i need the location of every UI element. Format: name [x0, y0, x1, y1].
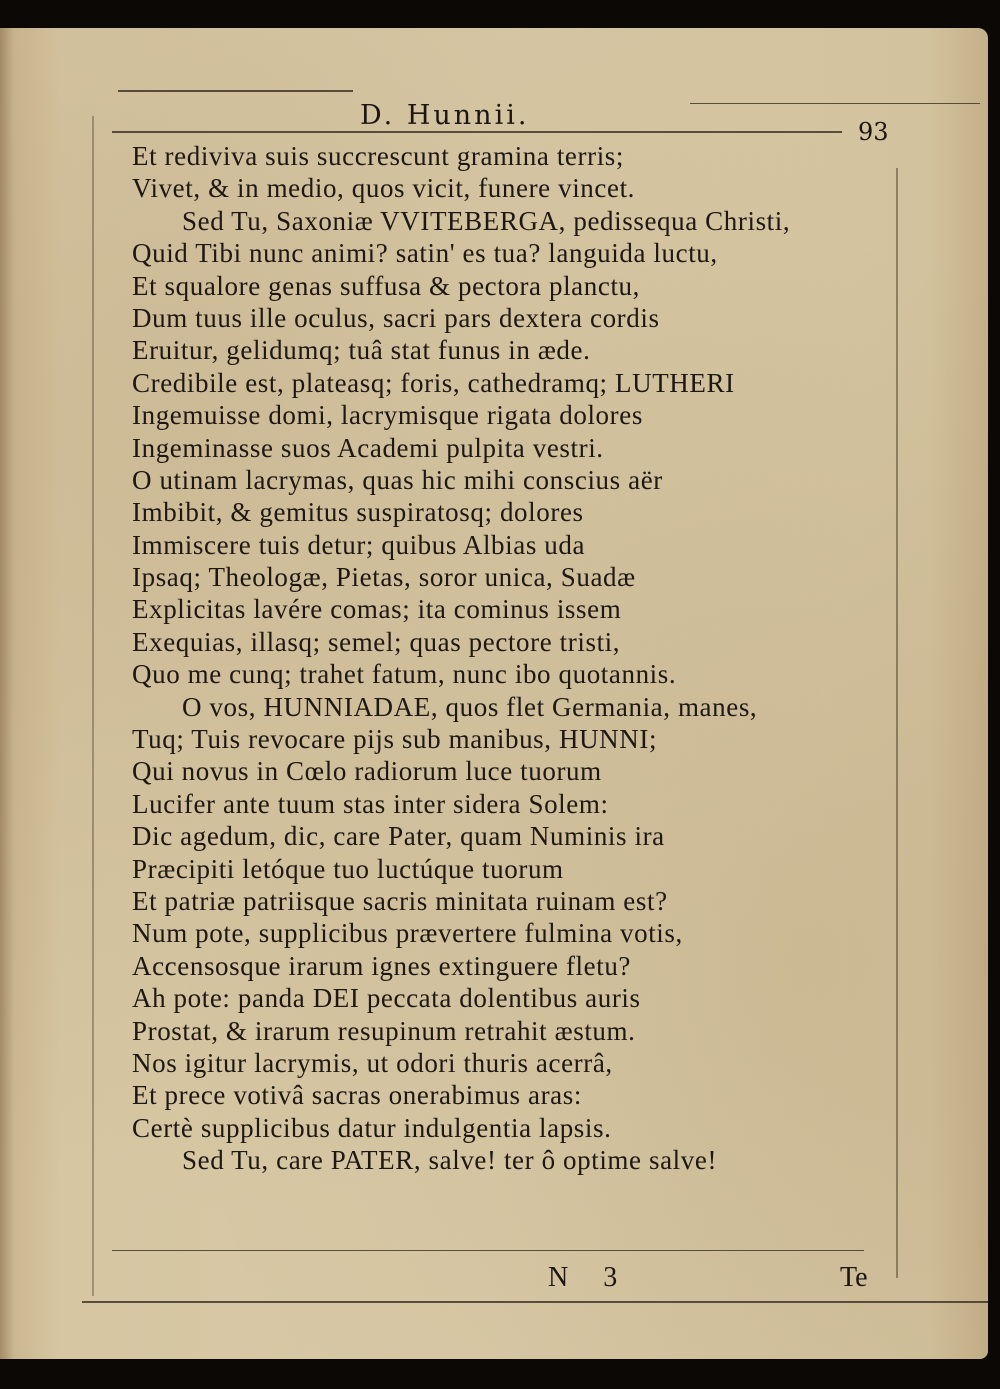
left-margin-line: [92, 116, 94, 1296]
catchword: Te: [840, 1262, 868, 1293]
text-line: Explicitas lavére comas; ita cominus issem: [132, 594, 622, 625]
text-line: O vos, HUNNIADAE, quos flet Germania, manes,: [182, 691, 758, 722]
text-line: Immiscere tuis detur; quibus Albias uda: [132, 529, 586, 560]
text-line: Eruitur, gelidumq; tuâ stat funus in æde.: [132, 335, 591, 366]
text-line: Vivet, & in medio, quos vicit, funere vincet.: [132, 173, 636, 204]
text-line: Credibile est, plateasq; foris, cathedramq; LUTHERI: [132, 367, 735, 398]
running-head: D. Hunnii.: [360, 100, 530, 131]
text-line: Certè supplicibus datur indulgentia lapsis.: [132, 1112, 612, 1143]
text-line: Quo me cunq; trahet fatum, nunc ibo quotannis.: [132, 659, 677, 690]
text-line: Quid Tibi nunc animi? satin' es tua? languida luctu,: [132, 238, 718, 269]
header-rule-upper-right: [690, 103, 980, 104]
text-line: Dic agedum, dic, care Pater, quam Numinis ira: [132, 821, 665, 852]
header-rule-upper: [118, 90, 353, 92]
footer-rule-upper: [112, 1250, 864, 1251]
text-line: Ipsaq; Theologæ, Pietas, soror unica, Suadæ: [132, 562, 636, 593]
text-line: Ah pote: panda DEI peccata dolentibus auris: [132, 983, 641, 1014]
text-line: Ingemuisse domi, lacrymisque rigata dolores: [132, 400, 643, 431]
signature-mark: N 3: [548, 1262, 632, 1293]
text-line: Imbibit, & gemitus suspiratosq; dolores: [132, 497, 584, 528]
text-line: Dum tuus ille oculus, sacri pars dextera cordis: [132, 302, 660, 333]
right-margin-line: [896, 168, 898, 1278]
text-line: Tuq; Tuis revocare pijs sub manibus, HUNNI;: [132, 724, 658, 755]
page-number: 93: [858, 118, 889, 146]
text-line: Nos igitur lacrymis, ut odori thuris acerrâ,: [132, 1047, 613, 1078]
header-rule-lower: [112, 131, 842, 133]
poem-text: [132, 140, 892, 1177]
text-line: Sed Tu, Saxoniæ VVITEBERGA, pedissequa Christi,: [182, 205, 791, 236]
text-line: Exequias, illasq; semel; quas pectore tristi,: [132, 626, 621, 657]
book-page: [0, 28, 988, 1359]
text-line: Et rediviva suis succrescunt gramina terris;: [132, 141, 625, 171]
text-line: Et patriæ patriisque sacris minitata ruinam est?: [132, 885, 668, 916]
text-line: Qui novus in Cœlo radiorum luce tuorum: [132, 756, 602, 787]
text-line: Et prece votivâ sacras onerabimus aras:: [132, 1080, 582, 1111]
text-line: Et squalore genas suffusa & pectora planctu,: [132, 270, 640, 301]
text-line: Prostat, & irarum resupinum retrahit æstum.: [132, 1015, 636, 1046]
page-edge-shadow: [0, 28, 14, 1359]
text-line: O utinam lacrymas, quas hic mihi conscius aër: [132, 464, 663, 495]
footer-rule-lower: [82, 1301, 988, 1303]
text-line: Præcipiti letóque tuo luctúque tuorum: [132, 853, 564, 884]
text-line: Ingeminasse suos Academi pulpita vestri.: [132, 432, 604, 463]
text-line: Sed Tu, care PATER, salve! ter ô optime salve!: [182, 1145, 718, 1176]
text-line: Accensosque irarum ignes extinguere fletu?: [132, 950, 632, 981]
text-line: Lucifer ante tuum stas inter sidera Solem:: [132, 788, 609, 819]
text-line: Num pote, supplicibus prævertere fulmina votis,: [132, 918, 683, 949]
